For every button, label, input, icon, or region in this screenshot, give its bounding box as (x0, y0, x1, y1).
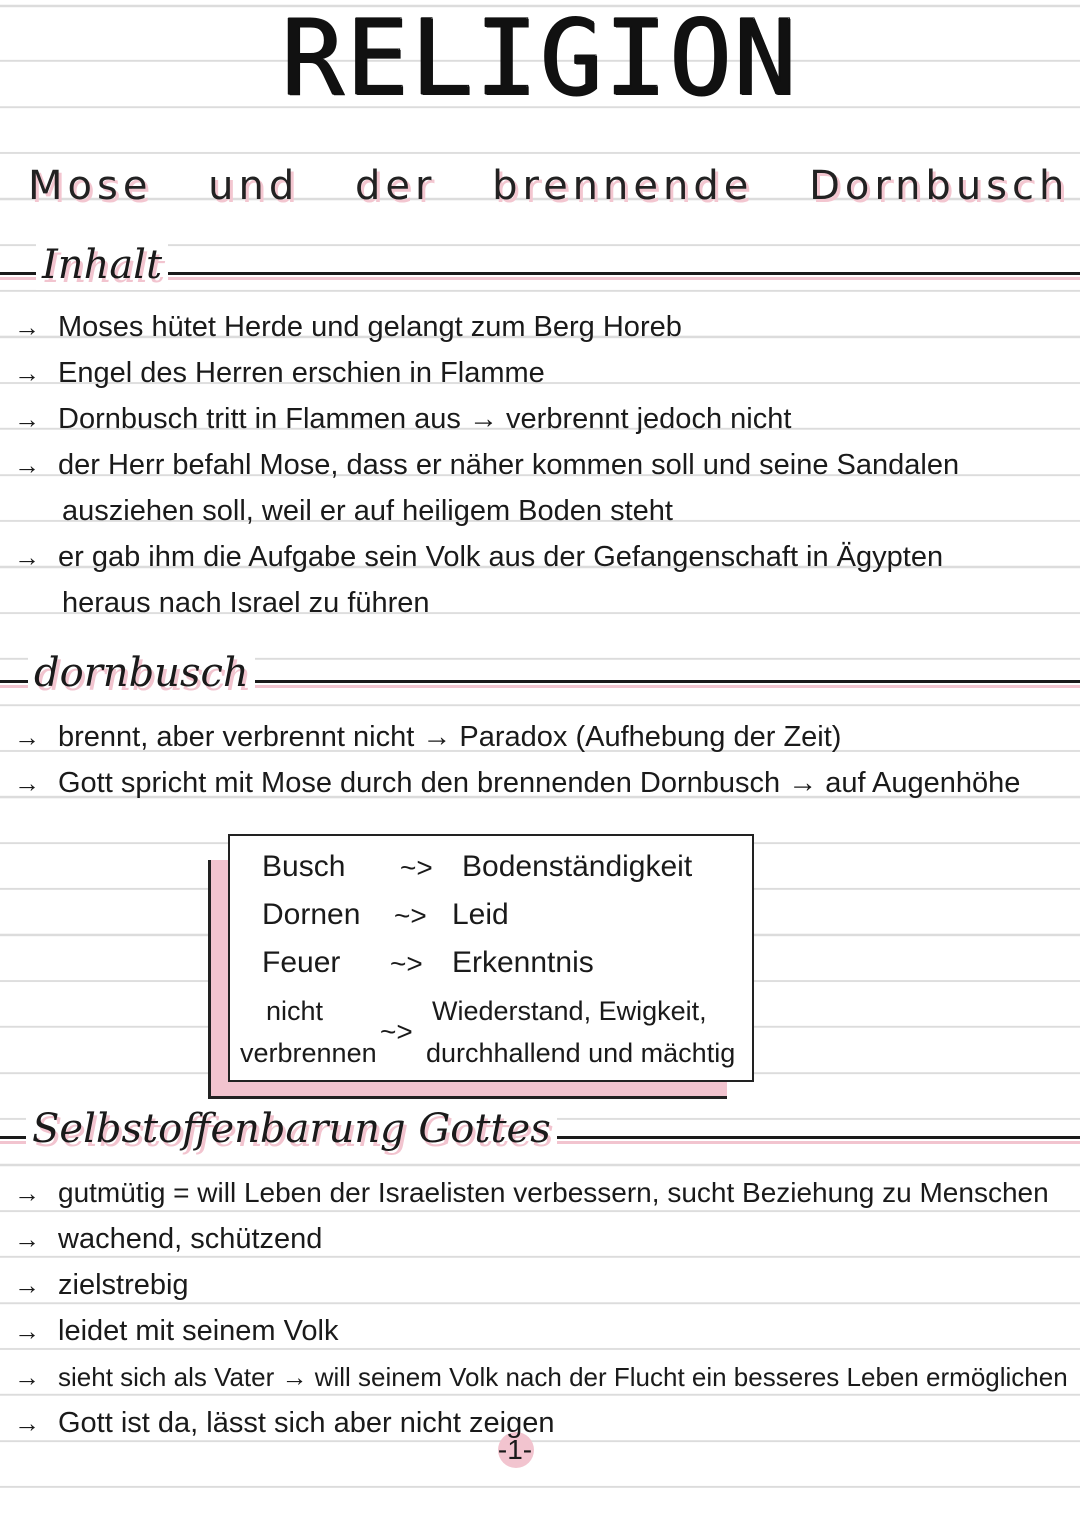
arrow-icon: → (14, 1178, 40, 1208)
symbol-term: Busch (262, 850, 346, 883)
list-item: → Moses hütet Herde und gelangt zum Berg Horeb (14, 304, 1074, 350)
squiggle-arrow-icon: ~> (380, 1016, 413, 1047)
list-item: → Engel des Herren erschien in Flamme (14, 350, 1074, 396)
list-item-continuation: heraus nach Israel zu führen (62, 587, 430, 619)
symbol-term: verbrennen (240, 1038, 377, 1068)
arrow-icon: → (14, 404, 40, 434)
symbol-term: Dornen (262, 898, 361, 931)
list-item: → der Herr befahl Mose, dass er näher kommen soll und seine Sandalen ausziehen soll, weil er auf heiligem Boden steht (14, 442, 1074, 534)
heading-text: dornbusch (28, 648, 255, 698)
list-item: → Dornbusch tritt in Flammen aus → verbrennt jedoch nicht (14, 396, 1074, 442)
arrow-icon: → (14, 768, 40, 798)
squiggle-arrow-icon: ~> (400, 852, 433, 883)
section-heading-inhalt (0, 242, 1080, 308)
page-title: RELIGION (281, 0, 799, 119)
section-heading-selbstoffenbarung (0, 1106, 1080, 1172)
arrow-icon: → (14, 1362, 40, 1392)
list-item: → er gab ihm die Aufgabe sein Volk aus der Gefangenschaft in Ägypten heraus nach Israel zu führen (14, 534, 1074, 626)
list-item: → brennt, aber verbrennt nicht → Paradox (Aufhebung der Zeit) (14, 714, 1074, 760)
arrow-icon: → (14, 312, 40, 342)
arrow-icon: → (14, 1224, 40, 1254)
list-item-continuation: ausziehen soll, weil er auf heiligem Boden steht (62, 495, 673, 527)
symbol-meaning: durchhallend und mächtig (426, 1038, 736, 1068)
list-item: → wachend, schützend (14, 1216, 1074, 1262)
symbol-meaning: Wiederstand, Ewigkeit, (432, 996, 707, 1026)
arrow-icon: → (14, 542, 40, 572)
symbol-box (228, 834, 754, 1082)
list-item: → Gott spricht mit Mose durch den brennenden Dornbusch → auf Augenhöhe (14, 760, 1074, 806)
arrow-icon: → (14, 722, 40, 752)
list-item: → zielstrebig (14, 1262, 1074, 1308)
list-item: → sieht sich als Vater → will seinem Volk nach der Flucht ein besseres Leben ermöglichen (14, 1354, 1074, 1400)
arrow-icon: → (14, 358, 40, 388)
inhalt-list (14, 304, 1074, 626)
arrow-icon: → (14, 1408, 40, 1438)
arrow-icon: → (14, 1316, 40, 1346)
symbol-meaning: Leid (452, 898, 509, 931)
dornbusch-list (14, 714, 1074, 806)
symbol-term: Feuer (262, 946, 341, 979)
heading-text: Inhalt (36, 240, 168, 290)
page-number: -1- (490, 1430, 540, 1474)
heading-text: Selbstoffenbarung Gottes (26, 1104, 557, 1154)
page-subtitle: Mose und der brennende Dornbusch (28, 163, 1070, 209)
squiggle-arrow-icon: ~> (390, 948, 423, 979)
selbstoffenbarung-list (14, 1170, 1074, 1446)
list-item: → Gott ist da, lässt sich aber nicht zeigen (14, 1400, 1074, 1446)
list-item: → gutmütig = will Leben der Israelisten verbessern, sucht Beziehung zu Menschen (14, 1170, 1074, 1216)
symbol-meaning: Erkenntnis (452, 946, 594, 979)
symbol-term: nicht (266, 996, 324, 1026)
symbol-meaning: Bodenständigkeit (462, 850, 693, 883)
squiggle-arrow-icon: ~> (394, 900, 427, 931)
list-item: → leidet mit seinem Volk (14, 1308, 1074, 1354)
arrow-icon: → (14, 1270, 40, 1300)
arrow-icon: → (14, 450, 40, 480)
section-heading-dornbusch (0, 650, 1080, 716)
